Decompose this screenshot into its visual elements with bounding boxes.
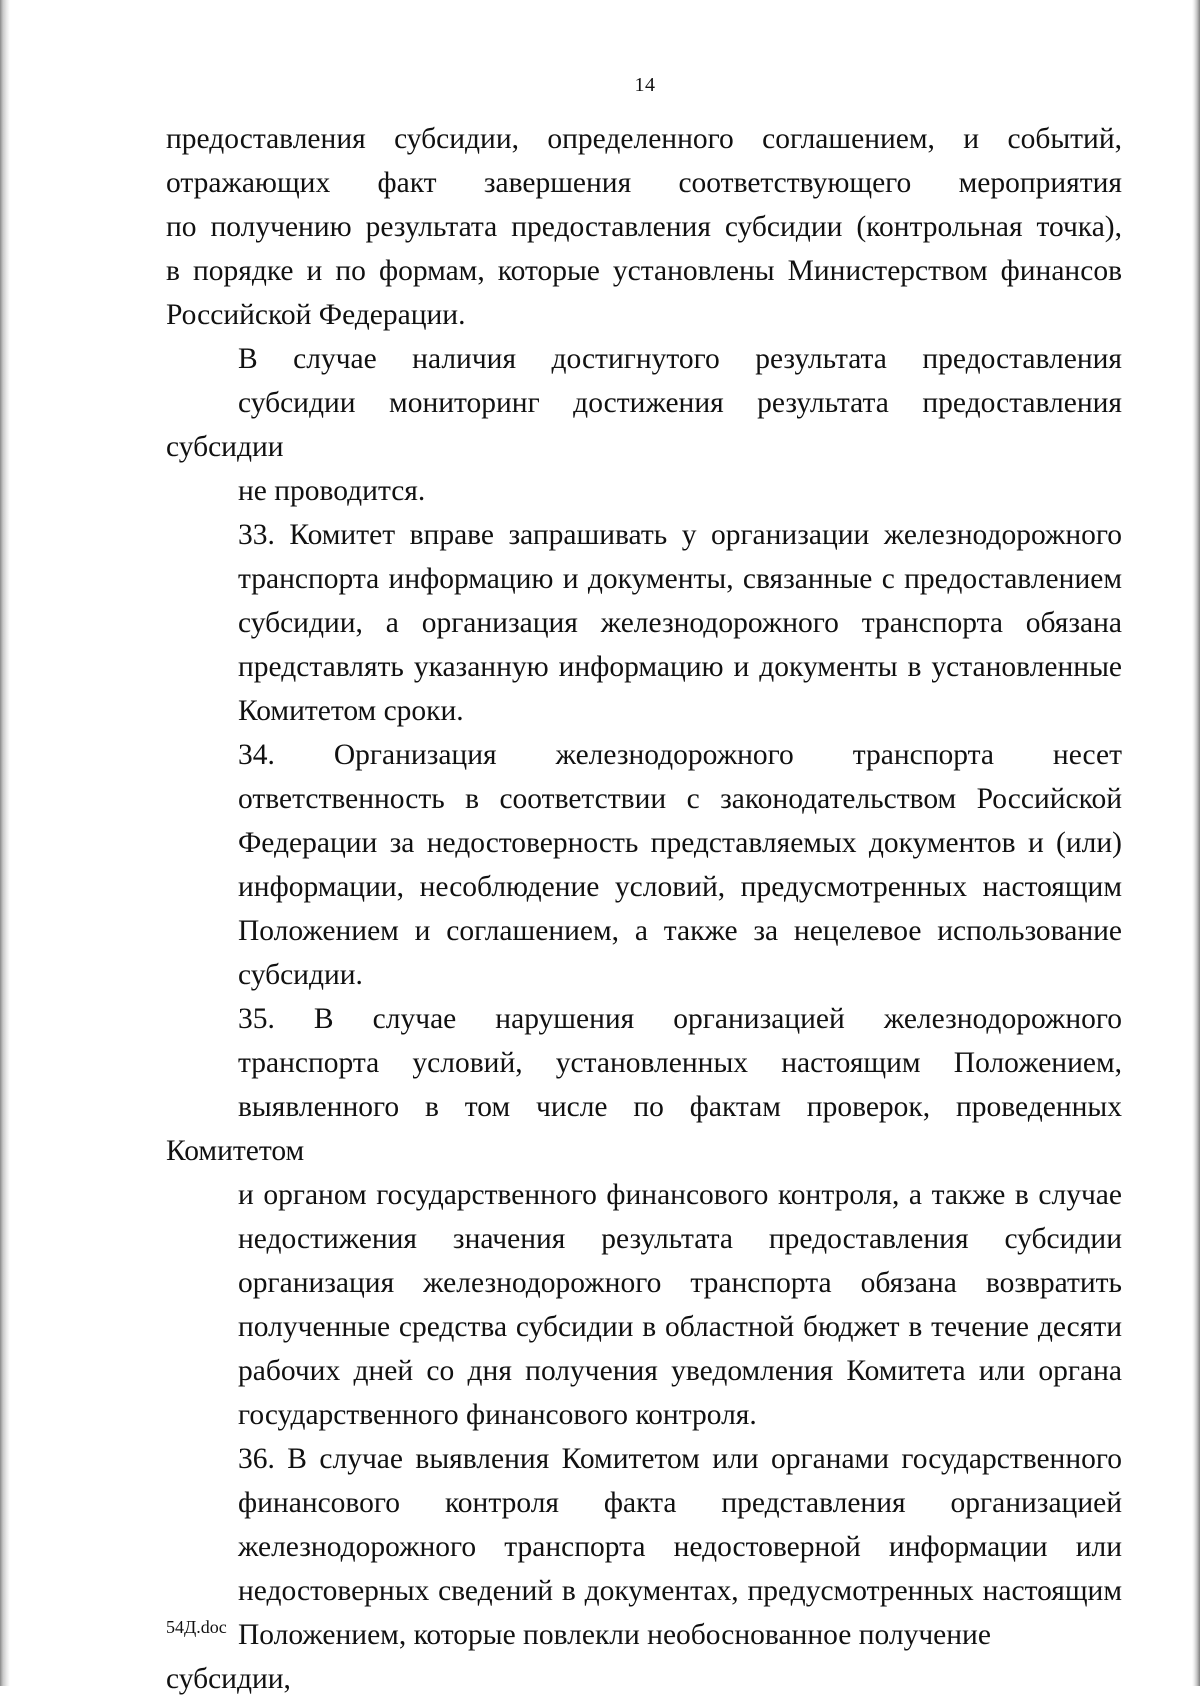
text-line: организация железнодорожного транспорта обязана возвратить	[238, 1267, 1122, 1299]
text-line: недостижения значения результата предоставления субсидии	[238, 1223, 1122, 1255]
text-line: В случае наличия достигнутого результата предоставления	[238, 343, 1122, 375]
footer-filename: 54Д.doc	[166, 1617, 227, 1637]
text-line: выявленного в том числе по фактам проверок, проведенных Комитетом	[166, 1091, 1122, 1167]
text-line: государственного финансового контроля.	[238, 1399, 757, 1431]
scan-edge-right	[1192, 0, 1200, 1686]
paragraph	[166, 733, 1122, 997]
paragraph	[166, 1437, 1122, 1701]
text-line: Федерации за недостоверность представляемых документов и (или)	[238, 827, 1122, 859]
text-line: не проводится.	[238, 475, 426, 507]
text-line: железнодорожного транспорта недостоверной информации или	[238, 1531, 1122, 1563]
text-line: субсидии.	[238, 959, 363, 991]
text-line: недостоверных сведений в документах, предусмотренных настоящим	[238, 1575, 1122, 1607]
text-line: 34. Организация железнодорожного транспорта несет	[238, 739, 1122, 771]
text-line: полученные средства субсидии в областной бюджет в течение десяти	[238, 1311, 1122, 1343]
text-line: 35. В случае нарушения организацией железнодорожного	[238, 1003, 1122, 1035]
text-line: субсидии, а организация железнодорожного транспорта обязана	[238, 607, 1122, 639]
text-line: ответственность в соответствии с законодательством Российской	[238, 783, 1122, 815]
text-line: по получению результата предоставления субсидии (контрольная точка),	[166, 211, 1122, 243]
text-line: 36. В случае выявления Комитетом или органами государственного	[238, 1443, 1122, 1475]
document-body	[166, 117, 1122, 1701]
text-line: Комитетом сроки.	[238, 695, 464, 727]
text-line: рабочих дней со дня получения уведомления Комитета или органа	[238, 1355, 1122, 1387]
paragraph	[166, 117, 1122, 337]
text-line: представлять указанную информацию и документы в установленные	[238, 651, 1122, 683]
scan-edge-left	[0, 0, 10, 1686]
page-number: 14	[634, 74, 656, 96]
text-line: финансового контроля факта представления организацией	[238, 1487, 1122, 1519]
text-line: отражающих факт завершения соответствующего мероприятия	[166, 167, 1122, 199]
text-line: в порядке и по формам, которые установлены Министерством финансов	[166, 255, 1122, 287]
text-line: транспорта информацию и документы, связанные с предоставлением	[238, 563, 1122, 595]
text-line: субсидии мониторинг достижения результата предоставления субсидии	[166, 387, 1122, 463]
text-line: и органом государственного финансового контроля, а также в случае	[238, 1179, 1122, 1211]
paragraph	[166, 337, 1122, 513]
text-line: Положением и соглашением, а также за нецелевое использование	[238, 915, 1122, 947]
text-line: предоставления субсидии, определенного соглашением, и событий,	[166, 123, 1122, 155]
paragraph	[166, 997, 1122, 1437]
text-line: 33. Комитет вправе запрашивать у организации железнодорожного	[238, 519, 1122, 551]
text-line: Положением, которые повлекли необоснованное получение субсидии,	[166, 1619, 991, 1695]
text-line: Российской Федерации.	[166, 299, 466, 331]
text-line: транспорта условий, установленных настоящим Положением,	[238, 1047, 1122, 1079]
paragraph	[166, 513, 1122, 733]
text-line: информации, несоблюдение условий, предусмотренных настоящим	[238, 871, 1122, 903]
